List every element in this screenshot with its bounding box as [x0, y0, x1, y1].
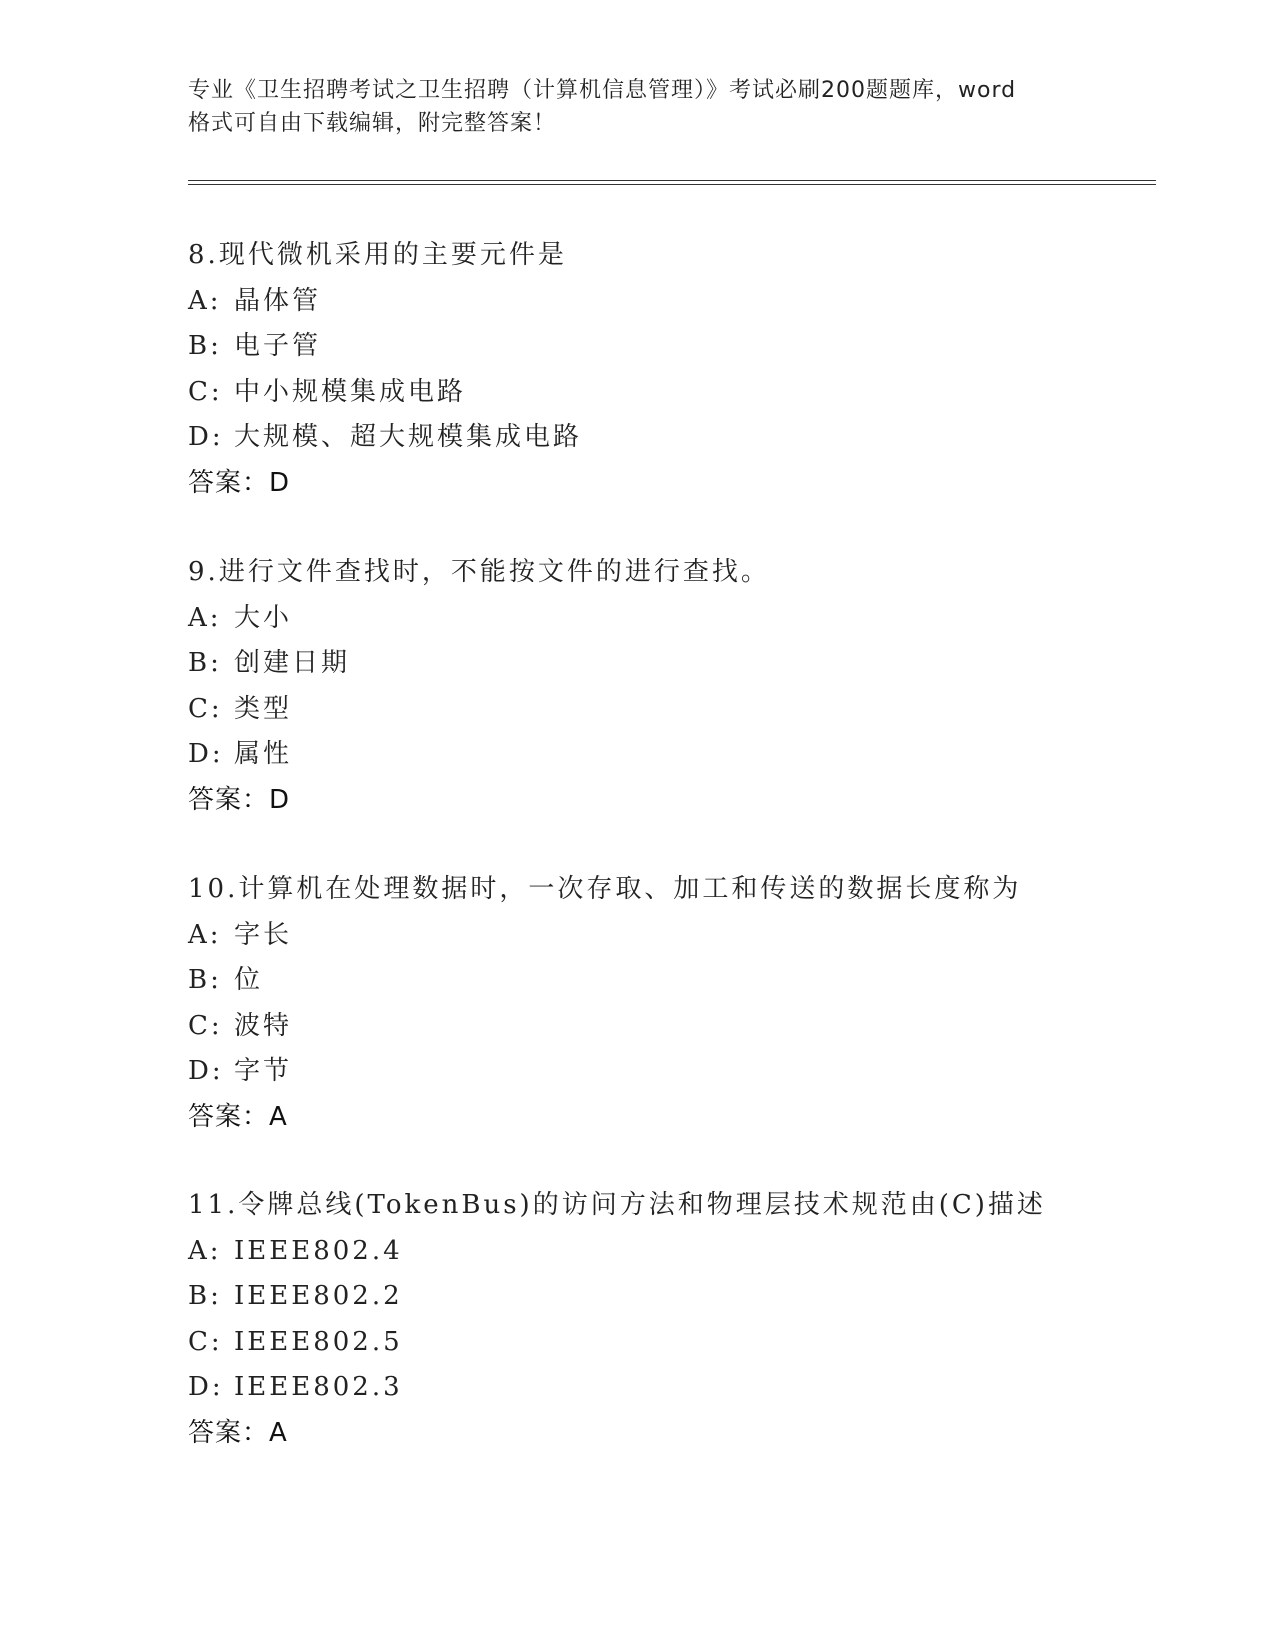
question-11	[188, 1183, 1188, 1456]
answer-value: A	[269, 1417, 288, 1448]
option-c	[188, 687, 1188, 733]
option-b	[188, 324, 1188, 370]
option-label: A:	[188, 1235, 222, 1266]
option-text: 波特	[234, 1010, 293, 1041]
answer-value: A	[269, 1101, 288, 1132]
header-rule-top	[188, 180, 1156, 181]
option-text: IEEE802.2	[234, 1281, 403, 1311]
header-line-2: 格式可自由下载编辑，附完整答案！	[188, 111, 557, 136]
document-header	[188, 74, 1088, 140]
question-number: 10.	[188, 874, 239, 904]
option-d	[188, 1049, 1188, 1095]
option-label: B:	[188, 965, 222, 995]
option-label: A:	[188, 285, 222, 316]
option-text: 电子管	[234, 331, 322, 361]
option-label: A:	[188, 919, 222, 950]
answer-label: 答案：	[188, 1417, 270, 1448]
option-text: 位	[234, 965, 264, 995]
option-text: 字长	[234, 919, 293, 950]
option-d	[188, 1365, 1188, 1411]
option-a	[188, 279, 1188, 325]
option-c	[188, 370, 1188, 416]
answer-label: 答案：	[188, 467, 270, 498]
question-10	[188, 867, 1188, 1140]
question-number: 9.	[188, 557, 219, 587]
question-number: 11.	[188, 1190, 239, 1220]
header-rule-bottom	[188, 184, 1156, 185]
option-text: 中小规模集成电路	[234, 376, 467, 407]
question-text: 现代微机采用的主要元件是	[218, 240, 567, 270]
option-d	[188, 415, 1188, 461]
option-b	[188, 641, 1188, 687]
question-text: 进行文件查找时，不能按文件的进行查找。	[218, 557, 770, 587]
answer-value: D	[269, 467, 291, 498]
option-a	[188, 913, 1188, 959]
question-9	[188, 550, 1188, 823]
question-8	[188, 233, 1188, 506]
option-text: IEEE802.3	[234, 1372, 403, 1402]
option-text: 创建日期	[234, 648, 351, 678]
option-label: B:	[188, 331, 222, 361]
answer-line	[188, 778, 1188, 824]
header-line-1: 专业《卫生招聘考试之卫生招聘（计算机信息管理）》考试必刷200题题库，word	[188, 78, 1017, 103]
option-text: 类型	[234, 693, 293, 724]
option-label: A:	[188, 602, 222, 633]
option-label: D:	[188, 1056, 224, 1086]
option-b	[188, 1274, 1188, 1320]
option-label: D:	[188, 422, 224, 452]
question-stem	[188, 1183, 1188, 1229]
option-a	[188, 1229, 1188, 1275]
question-stem	[188, 233, 1188, 279]
question-stem	[188, 867, 1188, 913]
option-a	[188, 596, 1188, 642]
question-number: 8.	[188, 240, 219, 270]
option-label: C:	[188, 1326, 223, 1357]
question-stem	[188, 550, 1188, 596]
option-label: D:	[188, 739, 224, 769]
question-text: 令牌总线(TokenBus)的访问方法和物理层技术规范由(C)描述	[238, 1190, 1046, 1220]
answer-value: D	[269, 784, 291, 815]
option-d	[188, 732, 1188, 778]
option-label: C:	[188, 693, 223, 724]
option-label: B:	[188, 1281, 222, 1311]
option-text: 晶体管	[234, 285, 322, 316]
option-b	[188, 958, 1188, 1004]
option-text: 属性	[234, 739, 293, 769]
answer-label: 答案：	[188, 1101, 270, 1132]
answer-line	[188, 1411, 1188, 1457]
answer-line	[188, 1095, 1188, 1141]
option-text: 大规模、超大规模集成电路	[234, 422, 583, 452]
option-label: B:	[188, 648, 222, 678]
answer-label: 答案：	[188, 784, 270, 815]
option-label: C:	[188, 1010, 223, 1041]
option-c	[188, 1004, 1188, 1050]
option-text: IEEE802.4	[234, 1235, 403, 1266]
option-text: 字节	[234, 1056, 293, 1086]
option-label: D:	[188, 1372, 224, 1402]
option-text: 大小	[234, 602, 293, 633]
question-text: 计算机在处理数据时，一次存取、加工和传送的数据长度称为	[238, 874, 1022, 904]
option-label: C:	[188, 376, 223, 407]
answer-line	[188, 461, 1188, 507]
option-c	[188, 1320, 1188, 1366]
option-text: IEEE802.5	[234, 1326, 403, 1357]
